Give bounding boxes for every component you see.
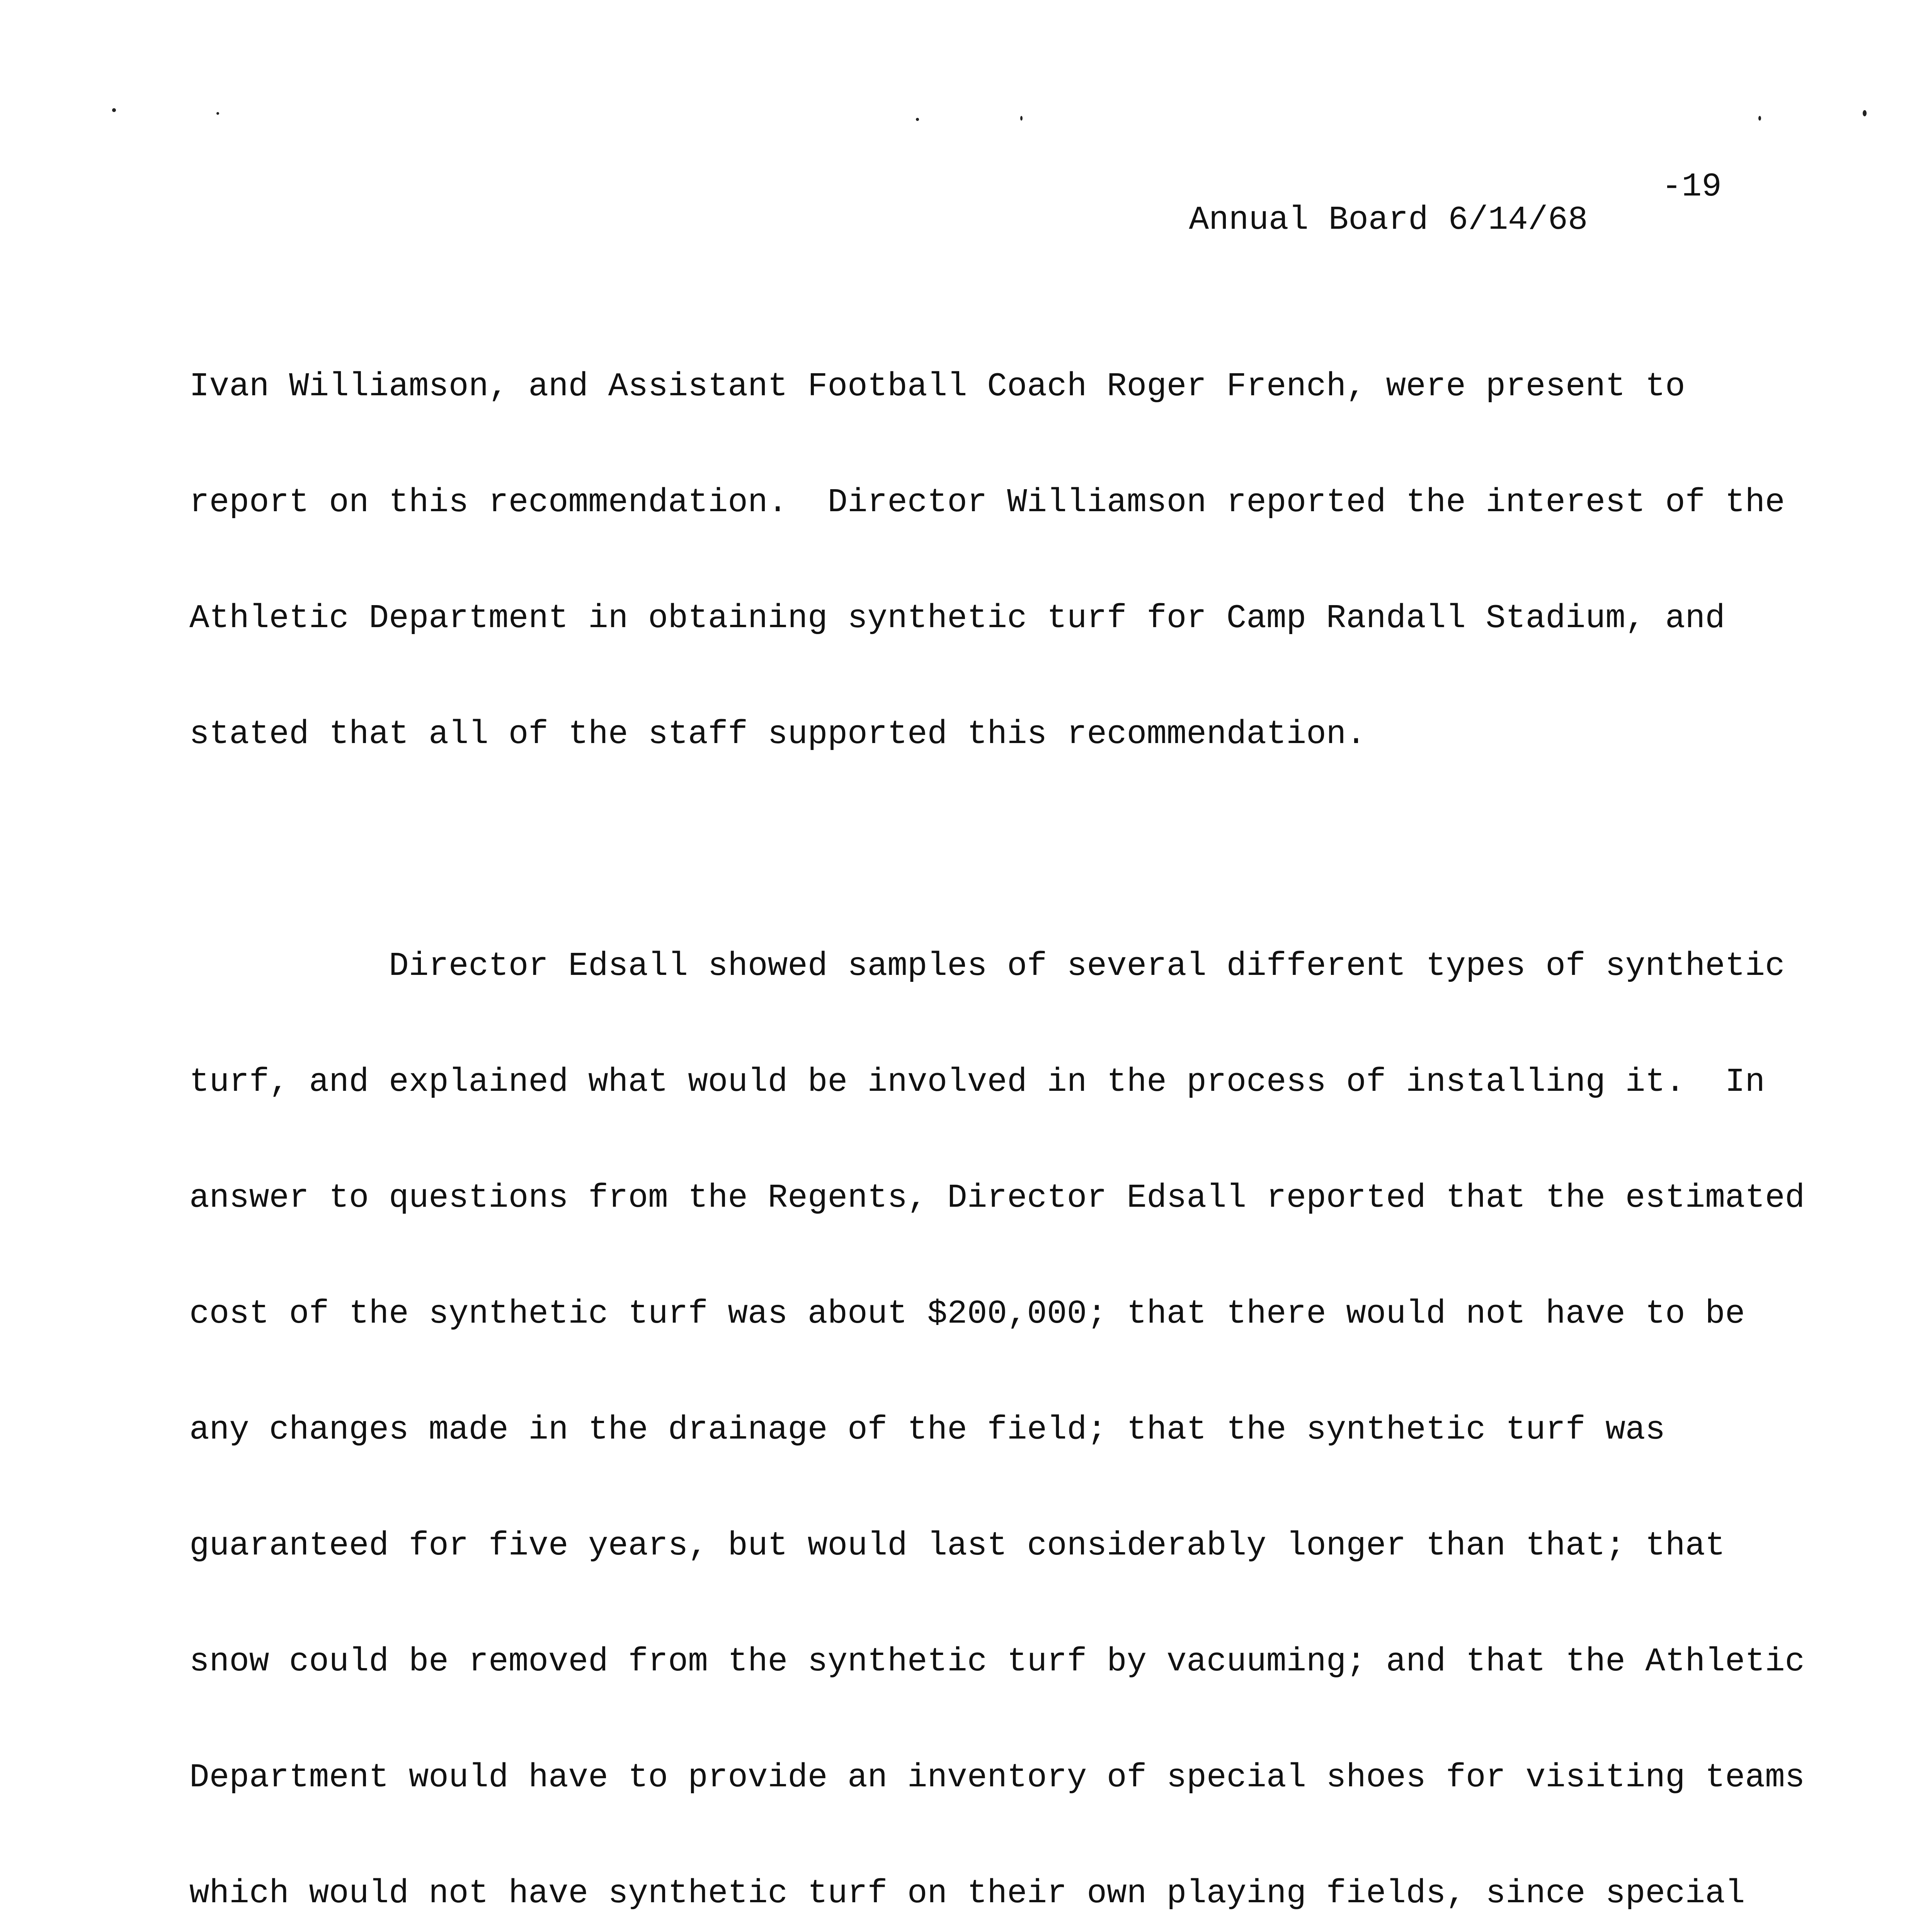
text-line: Director Edsall showed samples of several different types of synthetic bbox=[189, 947, 1785, 985]
text-line: report on this recommendation. Director Williamson reported the interest of the bbox=[189, 483, 1785, 521]
meeting-title: Annual Board 6/14/68 bbox=[1189, 201, 1588, 239]
text-line: guaranteed for five years, but would last considerably longer than that; that bbox=[189, 1527, 1725, 1565]
paragraph bbox=[189, 869, 1805, 1932]
scan-speck bbox=[1020, 116, 1023, 121]
header-page-number: -19 bbox=[1662, 168, 1722, 206]
text-line: stated that all of the staff supported this recommendation. bbox=[189, 715, 1366, 753]
page-header bbox=[1109, 168, 1722, 303]
text-line: cost of the synthetic turf was about $200,000; that there would not have to be bbox=[189, 1295, 1745, 1333]
scan-speck bbox=[216, 112, 219, 115]
text-line: Department would have to provide an inventory of special shoes for visiting teams bbox=[189, 1759, 1805, 1796]
paragraph bbox=[189, 290, 1793, 831]
text-line: answer to questions from the Regents, Director Edsall reported that the estimated bbox=[189, 1179, 1805, 1217]
scan-speck bbox=[916, 118, 919, 121]
document-body bbox=[189, 290, 1805, 1932]
scan-speck bbox=[1863, 110, 1867, 116]
scan-speck bbox=[112, 108, 116, 112]
scan-speck bbox=[1758, 116, 1761, 121]
text-line: snow could be removed from the synthetic turf by vacuuming; and that the Athletic bbox=[189, 1643, 1805, 1680]
text-line: which would not have synthetic turf on their own playing fields, since special bbox=[189, 1874, 1745, 1912]
text-line: Ivan Williamson, and Assistant Football Coach Roger French, were present to bbox=[189, 367, 1685, 405]
text-line: turf, and explained what would be involved in the process of installing it. In bbox=[189, 1063, 1765, 1101]
text-line: Athletic Department in obtaining synthetic turf for Camp Randall Stadium, and bbox=[189, 599, 1725, 637]
text-line: any changes made in the drainage of the field; that the synthetic turf was bbox=[189, 1411, 1666, 1449]
